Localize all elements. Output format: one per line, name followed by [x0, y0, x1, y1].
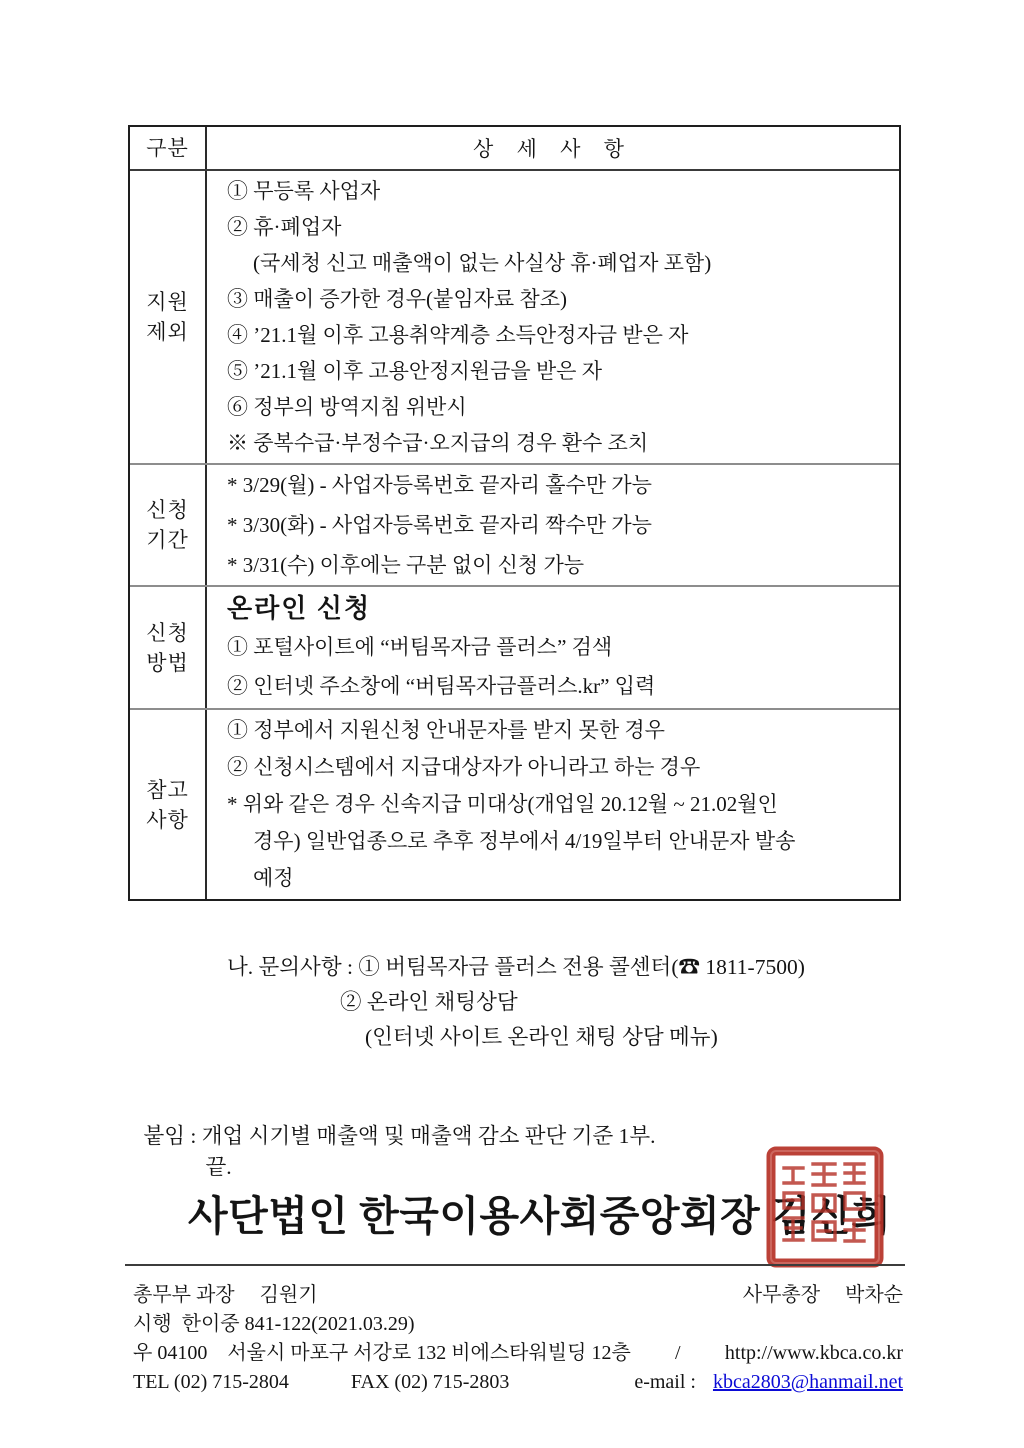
table-row-reference-notes [130, 708, 899, 899]
table-line: ② 신청시스템에서 지급대상자가 아니라고 하는 경우 [227, 755, 701, 779]
table-line: ⑥ 정부의 방역지침 위반시 [227, 395, 467, 419]
table-line: ① 무등록 사업자 [227, 179, 381, 203]
table-row-application-method [130, 585, 899, 708]
inquiry-chat-line: ② 온라인 채팅상담 [340, 990, 518, 1014]
email-link[interactable]: kbca2803@hanmail.net [712, 1371, 903, 1393]
row-label-line: 지원 [146, 290, 189, 314]
table-header-row [130, 127, 899, 169]
row-label-line: 참고 [146, 777, 189, 802]
table-row-application-period [130, 463, 899, 585]
table-header-details [207, 127, 899, 169]
table-line: ② 인터넷 주소창에 “버팀목자금플러스.kr” 입력 [227, 674, 656, 698]
table-line: ③ 매출이 증가한 경우(붙임자료 참조) [227, 287, 567, 311]
table-header-category [130, 127, 207, 169]
table-line: 예정 [253, 866, 294, 890]
table-line: ⑤ ’21.1월 이후 고용안정지원금을 받은 자 [227, 359, 602, 383]
table-line: ※ 중복수급·부정수급·오지급의 경우 환수 조치 [227, 431, 649, 455]
footer-manager-name: 총무부 과장 김원기 [133, 1284, 318, 1306]
table-line: ① 포털사이트에 “버팀목자금 플러스” 검색 [227, 635, 613, 659]
row-label-line: 방법 [146, 650, 189, 675]
footer-tel: TEL (02) 715-2804 [133, 1371, 289, 1393]
row-label-period [130, 465, 207, 585]
row-content-notes [207, 710, 899, 899]
row-content-period [207, 465, 899, 585]
table-line: ② 휴·폐업자 [227, 215, 342, 239]
footer-document-number-row [133, 1310, 903, 1339]
table-line: (국세청 신고 매출액이 없는 사실상 휴·폐업자 포함) [253, 251, 712, 275]
row-content-exclusions [207, 171, 899, 463]
online-application-title: 온라인 신청 [227, 594, 372, 623]
row-label-line: 사항 [146, 807, 189, 832]
table-row-exclusions [130, 169, 899, 463]
footer-divider [125, 1264, 905, 1266]
inquiry-section [227, 950, 805, 1055]
table-line: ① 정부에서 지원신청 안내문자를 받지 못한 경우 [227, 718, 665, 742]
table-line: 경우) 일반업종으로 추후 정부에서 4/19일부터 안내문자 발송 [253, 829, 796, 853]
row-label-exclusions [130, 171, 207, 463]
footer-slash: / [675, 1342, 681, 1364]
footer-phone-group [133, 1368, 509, 1397]
row-label-method [130, 587, 207, 708]
footer-website: http://www.kbca.co.kr [724, 1342, 903, 1364]
footer-fax: FAX (02) 715-2803 [350, 1371, 510, 1393]
row-label-line: 기간 [146, 528, 189, 552]
signature-line: 사단법인 한국이용사회중앙회장 김신희 [188, 1193, 892, 1239]
inquiry-callcenter-line: 나. 문의사항 : ① 버팀목자금 플러스 전용 콜센터(☎ 1811-7500) [227, 955, 805, 979]
attachment-text: 붙임 : 개업 시기별 매출액 및 매출액 감소 판단 기준 1부. [143, 1124, 656, 1148]
header-details-label: 상 세 사 항 [473, 137, 633, 161]
footer-document-number: 시행 한이중 841-122(2021.03.29) [133, 1313, 415, 1335]
row-label-notes [130, 710, 207, 899]
row-label-line: 제외 [146, 320, 189, 344]
table-line: * 3/30(화) - 사업자등록번호 끝자리 짝수만 가능 [227, 513, 652, 537]
row-content-method [207, 587, 899, 708]
footer-officials-row [133, 1281, 903, 1310]
red-seal-stamp-icon [766, 1146, 884, 1268]
inquiry-chat-menu-line: (인터넷 사이트 온라인 채팅 상담 메뉴) [365, 1025, 718, 1049]
footer-section [133, 1281, 903, 1397]
document-end-mark: 끝. [205, 1155, 232, 1179]
table-line: ④ ’21.1월 이후 고용취약계층 소득안정자금 받은 자 [227, 323, 689, 347]
footer-secretary-general: 사무총장 박차순 [742, 1284, 903, 1306]
footer-contact-row [133, 1368, 903, 1397]
footer-email-label: e-mail : [634, 1371, 701, 1393]
footer-address: 우 04100 서울시 마포구 서강로 132 비에스타워빌딩 12층 [133, 1342, 631, 1364]
support-info-table [128, 125, 901, 901]
table-line: * 3/29(월) - 사업자등록번호 끝자리 홀수만 가능 [227, 473, 652, 497]
row-label-line: 신청 [146, 620, 189, 645]
footer-address-row [133, 1339, 903, 1368]
table-line: * 위와 같은 경우 신속지급 미대상(개업일 20.12월 ~ 21.02월인 [227, 792, 778, 816]
footer-email-group [634, 1368, 903, 1397]
row-label-line: 신청 [146, 498, 189, 522]
table-line: * 3/31(수) 이후에는 구분 없이 신청 가능 [227, 553, 585, 577]
header-category-label: 구분 [146, 136, 189, 160]
